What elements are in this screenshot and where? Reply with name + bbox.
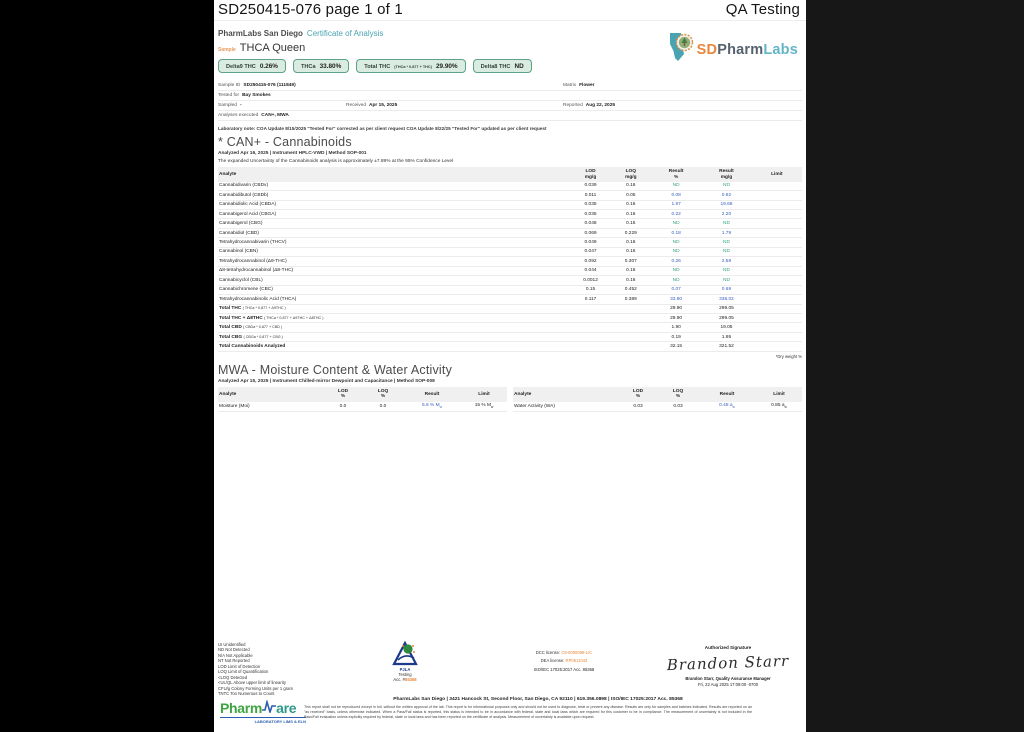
potency-pill	[473, 59, 532, 73]
received-field: Received Apr 15, 2025	[346, 102, 398, 108]
result-mg: 0.82	[701, 191, 751, 200]
loq-value: 0.16	[611, 219, 651, 228]
received-value: Apr 15, 2025	[369, 102, 398, 108]
meta-row-analyses	[218, 111, 802, 121]
result-percent: ND	[651, 182, 701, 191]
analyte-name: Cannabicyclol (CBL)	[218, 276, 570, 285]
result-percent: 0.07	[651, 285, 701, 294]
legend-line: NT Not Reported	[218, 658, 250, 664]
result-mg: ND	[701, 276, 751, 285]
authorized-signature-label: Authorized Signature	[704, 645, 752, 650]
reported-field: Reported Aug 22, 2025	[563, 102, 616, 108]
logo-wordmark: SDPharmLabs	[696, 41, 798, 58]
sampled-value: -	[239, 102, 242, 108]
loq-value: 0.229	[611, 228, 651, 237]
col-loq: LOQ mg/g	[611, 167, 651, 181]
result-percent: 0.18	[651, 228, 701, 237]
license-line: DCC license: C8-0000098-LIC	[535, 650, 593, 655]
meta-row-dates	[218, 101, 802, 111]
reported-value: Aug 22, 2025	[585, 102, 616, 108]
lod-value: 0.035	[570, 210, 610, 219]
sample-name: THCA Queen	[239, 42, 306, 54]
analyte-name: Cannabidibutol (CBDb)	[218, 191, 570, 200]
water-activity-analyte: Water Activity (WA)	[513, 402, 618, 412]
col-result: Result	[698, 387, 756, 401]
signature-block	[648, 645, 808, 687]
analyte-name: Cannabigerol (CBG)	[218, 219, 570, 228]
cannabinoids-table-header	[218, 167, 802, 181]
pill-formula: (THCa * 0.877 + THC)	[394, 64, 432, 69]
mwa-tables	[218, 384, 802, 412]
moisture-analyte: Moisture (Moi)	[218, 402, 323, 412]
total-row	[218, 342, 802, 351]
legend-line: ND Not Detected	[218, 647, 250, 653]
col-lod: LOD mg/g	[570, 167, 610, 181]
col-result-pct: Result %	[651, 167, 701, 181]
analyte-row	[218, 266, 802, 275]
lod-value: 0.117	[570, 295, 610, 304]
loq-value: 0.16	[611, 238, 651, 247]
lab-name: PharmLabs San Diego	[218, 29, 303, 38]
lod-value: 0.15	[570, 285, 610, 294]
result-mg: ND	[701, 266, 751, 275]
limit-value	[752, 247, 802, 256]
sdpharmlabs-logo	[668, 32, 798, 67]
signature-date: Fri, 22 Aug 2025 17:09:00 -0700	[697, 682, 759, 687]
analyte-name: Cannabinol (CBN)	[218, 247, 570, 256]
water-activity-row	[513, 402, 802, 412]
lod-value: 0.011	[570, 191, 610, 200]
cannabinoids-table	[218, 167, 802, 351]
tested-for-label: Tested for	[218, 92, 240, 98]
limit-value	[752, 276, 802, 285]
result-percent: 0.26	[651, 257, 701, 266]
cannabinoids-rows	[218, 182, 802, 304]
total-percent: 29.90	[651, 304, 701, 313]
lod-value: 0.092	[570, 257, 610, 266]
pill-label: Delta9 THC	[226, 63, 256, 70]
analyte-row	[218, 200, 802, 209]
analyte-name: Tetrahydrocannabinol (Δ9-THC)	[218, 257, 570, 266]
pill-value: ND	[514, 62, 524, 70]
lod-value: 0.035	[570, 200, 610, 209]
water-activity-loq: 0.03	[658, 402, 698, 412]
loq-value: 0.16	[611, 276, 651, 285]
loq-value: 0.16	[611, 266, 651, 275]
analyses-label: Analyses executed	[218, 112, 259, 118]
limit-value	[752, 219, 802, 228]
signature-script: Brandon Starr	[666, 651, 790, 675]
analyte-name: Cannabichromene (CBC)	[218, 285, 570, 294]
coa-document-page	[214, 0, 806, 732]
pill-value: 0.26%	[259, 62, 278, 70]
license-value: ISO/IEC 17025:2017 Acc. 85368	[533, 666, 595, 672]
legend-line: LOD Limit of Detection	[218, 663, 261, 669]
analyte-row	[218, 285, 802, 294]
col-result: Result	[403, 387, 461, 401]
water-activity-lod: 0.03	[618, 402, 658, 412]
loq-value: 0.389	[611, 295, 651, 304]
legend-line: TNTC Too Numerous to Count	[218, 691, 275, 697]
result-mg: ND	[701, 182, 751, 191]
analyte-row	[218, 219, 802, 228]
result-mg: 338.02	[701, 295, 751, 304]
mwa-analyzed-line: Analyzed Apr 15, 2025 | Instrument Chilled-mirror Dewpoint and Capacitance | Method SOP-008	[218, 379, 435, 385]
sampled-label: Sampled	[218, 102, 237, 108]
total-label: Total THC + Δ8THC ( THCa * 0.877 + Δ9THC + Δ8THC )	[218, 314, 570, 323]
pharmware-ware-text: are	[276, 700, 297, 716]
col-lod: LOD %	[618, 387, 658, 401]
meta-row-tested-for	[218, 91, 802, 101]
analyte-row	[218, 247, 802, 256]
signer-name-title: Brandon Starr, Quality Assurance Manager	[685, 676, 771, 681]
pharmware-pharm-text: Pharm	[220, 700, 263, 716]
total-label: Total Cannabinoids Analyzed	[218, 342, 570, 351]
potency-pill	[293, 59, 349, 73]
total-row	[218, 332, 802, 341]
limit-value	[752, 228, 802, 237]
col-limit: Limit	[752, 167, 802, 181]
pill-value: 29.90%	[435, 62, 458, 70]
sample-id-value: SD250415-076 (111849)	[243, 82, 296, 88]
document-footer	[218, 640, 802, 730]
lod-value: 0.044	[570, 266, 610, 275]
laboratory-note: Laboratory note: COA Update 8/15/2025 "Tested For" corrected as per client request COA Update 8/22/25 "Tested For" updated as per client request	[218, 125, 547, 131]
license-value: C8-0000098-LIC	[561, 650, 593, 655]
tested-for-value: Bay Smokes	[242, 92, 271, 98]
cannabinoids-section-title: * CAN+ - Cannabinoids	[218, 134, 352, 149]
legend-line: <UL/QL Above upper limit of linearity	[218, 680, 286, 686]
analyte-row	[218, 295, 802, 304]
potency-pill	[356, 59, 465, 73]
total-label: Total CBD ( CBDa * 0.877 + CBD )	[218, 323, 570, 332]
cannabinoids-analyzed-line: Analyzed Apr 16, 2025 | Instrument HPLC-VWD | Method SOP-001	[218, 151, 367, 157]
legend-line: CFU/g Colony Forming Units per 1 gram	[218, 685, 293, 691]
california-badge-icon	[668, 32, 695, 67]
total-label: Total CBG ( CBGa * 0.877 + CBG )	[218, 332, 570, 341]
limit-value	[752, 266, 802, 275]
lod-value: 0.0012	[570, 276, 610, 285]
total-mg: 1.95	[701, 332, 751, 341]
sample-id-label: Sample ID	[218, 82, 241, 88]
potency-pill	[218, 59, 286, 73]
loq-value: 0.16	[611, 210, 651, 219]
pill-label: Total THC	[364, 63, 391, 70]
analyte-name: Cannabidivarin (CBDv)	[218, 182, 570, 191]
legend-line: N/A Not Applicable	[218, 652, 253, 658]
col-lod: LOD %	[323, 387, 363, 401]
pjla-testing-label: Testing	[398, 672, 412, 678]
result-mg: ND	[701, 247, 751, 256]
total-row	[218, 304, 802, 313]
analyte-name: Cannabidiol (CBD)	[218, 228, 570, 237]
pjla-accreditation	[382, 640, 428, 682]
total-mg: 19.05	[701, 323, 751, 332]
loq-value: 0.16	[611, 247, 651, 256]
result-percent: ND	[651, 219, 701, 228]
pill-value: 33.80%	[319, 62, 342, 70]
total-row	[218, 314, 802, 323]
sample-label: Sample	[218, 47, 236, 53]
analyte-row	[218, 257, 802, 266]
result-percent: ND	[651, 247, 701, 256]
dry-weight-note: *Dry weight %	[775, 353, 802, 359]
certificate-of-analysis-label: Certificate of Analysis	[306, 29, 384, 38]
matrix-value: Flower	[579, 82, 595, 88]
col-analyte: Analyte	[218, 387, 323, 401]
analyte-name: Tetrahydrocannabinolic Acid (THCA)	[218, 295, 570, 304]
limit-value	[752, 191, 802, 200]
col-analyte: Analyte	[513, 387, 618, 401]
analyte-row	[218, 228, 802, 237]
document-title: SD250415-076 page 1 of 1	[218, 1, 403, 18]
analyte-row	[218, 238, 802, 247]
pill-label: THCa	[300, 63, 316, 70]
legend-line: <LOQ Detected	[218, 674, 248, 680]
legal-disclaimer: This report shall not be reproduced except in full, without the written approval of the lab. This report is for informational purposes only and should not be used to diagnose, treat or prevent any disease. Results are only for samples and batches indicated. Results are reported on an "as received" basis, unless otherwise indicated. When a Pass/Fail status is reported, this status is intended to be in accordance with federal, state and local laws which are required for this customer to be in compliance. The measurement of uncertainty is not included in the Pass/Fail evaluation unless explicitly required by federal, state or local laws and has been reported on the certificate of analysis. Measurement of uncertainty is available upon request.	[304, 705, 752, 719]
total-percent: 29.90	[651, 314, 701, 323]
moisture-table	[218, 387, 507, 412]
analyte-row	[218, 182, 802, 191]
legend-line: UI Unidentified	[218, 642, 246, 647]
sample-meta-block	[218, 81, 802, 121]
matrix-field: Matrix Flower	[563, 82, 595, 88]
result-mg: 2.20	[701, 210, 751, 219]
result-mg: 19.68	[701, 200, 751, 209]
moisture-loq: 0.0	[363, 402, 403, 412]
water-activity-table	[513, 387, 802, 412]
result-percent: 0.22	[651, 210, 701, 219]
total-row	[218, 323, 802, 332]
loq-value: 0.05	[611, 191, 651, 200]
pharmware-logo	[220, 700, 306, 724]
analyte-row	[218, 191, 802, 200]
legend-line: LOQ Limit of Quantification	[218, 669, 269, 675]
result-mg: ND	[701, 219, 751, 228]
loq-value: 0.16	[611, 200, 651, 209]
result-percent: 0.08	[651, 191, 701, 200]
total-mg: 299.05	[701, 304, 751, 313]
water-activity-limit: 0.85 $a_w$	[756, 402, 802, 412]
analyses-value: CAN+, MWA	[261, 112, 289, 118]
analyte-name: Tetrahydrocannabivarin (THCV)	[218, 238, 570, 247]
lab-address-line: PharmLabs San Diego | 3421 Hancock St, Second Floor, San Diego, CA 92110 | 619.356.0898 | ISO/IEC 17025:2017 Acc. 85368	[393, 697, 683, 702]
col-result-mg: Result mg/g	[701, 167, 751, 181]
analyte-row	[218, 276, 802, 285]
pjla-name: PJLA	[399, 667, 411, 673]
loq-value: 0.16	[611, 182, 651, 191]
viewer-title-bar	[214, 0, 806, 21]
moisture-row	[218, 402, 507, 412]
document-body	[214, 29, 806, 412]
lod-value: 0.048	[570, 219, 610, 228]
col-analyte: Analyte	[218, 167, 570, 181]
limit-value	[752, 295, 802, 304]
analyte-name: Cannabidiolic Acid (CBDA)	[218, 200, 570, 209]
total-mg: 299.05	[701, 314, 751, 323]
license-value: RP0611043	[565, 658, 588, 664]
pjla-acc-number: Acc. #85368	[393, 677, 417, 683]
lod-value: 0.047	[570, 247, 610, 256]
total-label: Total THC ( THCa * 0.877 + Δ9THC )	[218, 304, 570, 313]
total-mg: 321.52	[701, 342, 751, 351]
viewer-letterbox-right	[806, 0, 1024, 732]
limit-value	[752, 257, 802, 266]
license-block	[474, 649, 654, 674]
limit-value	[752, 200, 802, 209]
pharmware-wave-icon	[262, 700, 276, 714]
result-percent: ND	[651, 238, 701, 247]
col-limit: Limit	[756, 387, 802, 401]
col-loq: LOQ %	[658, 387, 698, 401]
total-percent: 32.15	[651, 342, 701, 351]
license-line: DEA license: RP0611043	[540, 658, 588, 664]
abbreviation-legend	[218, 642, 293, 697]
lod-value: 0.069	[570, 228, 610, 237]
analyte-name: Δ8-tetrahydrocannabinol (Δ8-THC)	[218, 266, 570, 275]
loq-value: 0.307	[611, 257, 651, 266]
result-mg: 0.69	[701, 285, 751, 294]
water-activity-result: 0.48 $a_w$	[698, 402, 756, 412]
meta-row-sample-id	[218, 81, 802, 91]
result-mg: ND	[701, 238, 751, 247]
analyte-name: Cannabigerol Acid (CBGA)	[218, 210, 570, 219]
col-loq: LOQ %	[363, 387, 403, 401]
result-percent: ND	[651, 276, 701, 285]
result-percent: ND	[651, 266, 701, 275]
limit-value	[752, 182, 802, 191]
mwa-section-title: MWA - Moisture Content & Water Activity	[218, 362, 453, 377]
col-limit: Limit	[461, 387, 507, 401]
result-mg: 1.79	[701, 228, 751, 237]
loq-value: 0.452	[611, 285, 651, 294]
total-percent: 1.90	[651, 323, 701, 332]
moisture-limit: 15 % $M_w$	[461, 402, 507, 412]
result-mg: 2.59	[701, 257, 751, 266]
analyte-row	[218, 210, 802, 219]
limit-value	[752, 285, 802, 294]
lod-value: 0.049	[570, 238, 610, 247]
limit-value	[752, 210, 802, 219]
pharmware-tagline: LABORATORY LIMS & ELN	[220, 717, 306, 724]
limit-value	[752, 238, 802, 247]
moisture-lod: 0.0	[323, 402, 363, 412]
result-percent: 33.80	[651, 295, 701, 304]
lod-value: 0.039	[570, 182, 610, 191]
qa-testing-label: QA Testing	[725, 1, 800, 18]
moisture-result: 6.6 % $M_w$	[403, 402, 461, 412]
license-line	[474, 666, 654, 674]
total-percent: 0.19	[651, 332, 701, 341]
cannabinoids-uncertainty-line: The expanded Uncertainty of the Cannabinoids analysis is approximately ±7.89% at the 95% Confidence Level	[218, 159, 454, 165]
cannabinoids-totals	[218, 304, 802, 351]
result-percent: 1.97	[651, 200, 701, 209]
pill-label: Delta8 THC	[480, 63, 511, 70]
